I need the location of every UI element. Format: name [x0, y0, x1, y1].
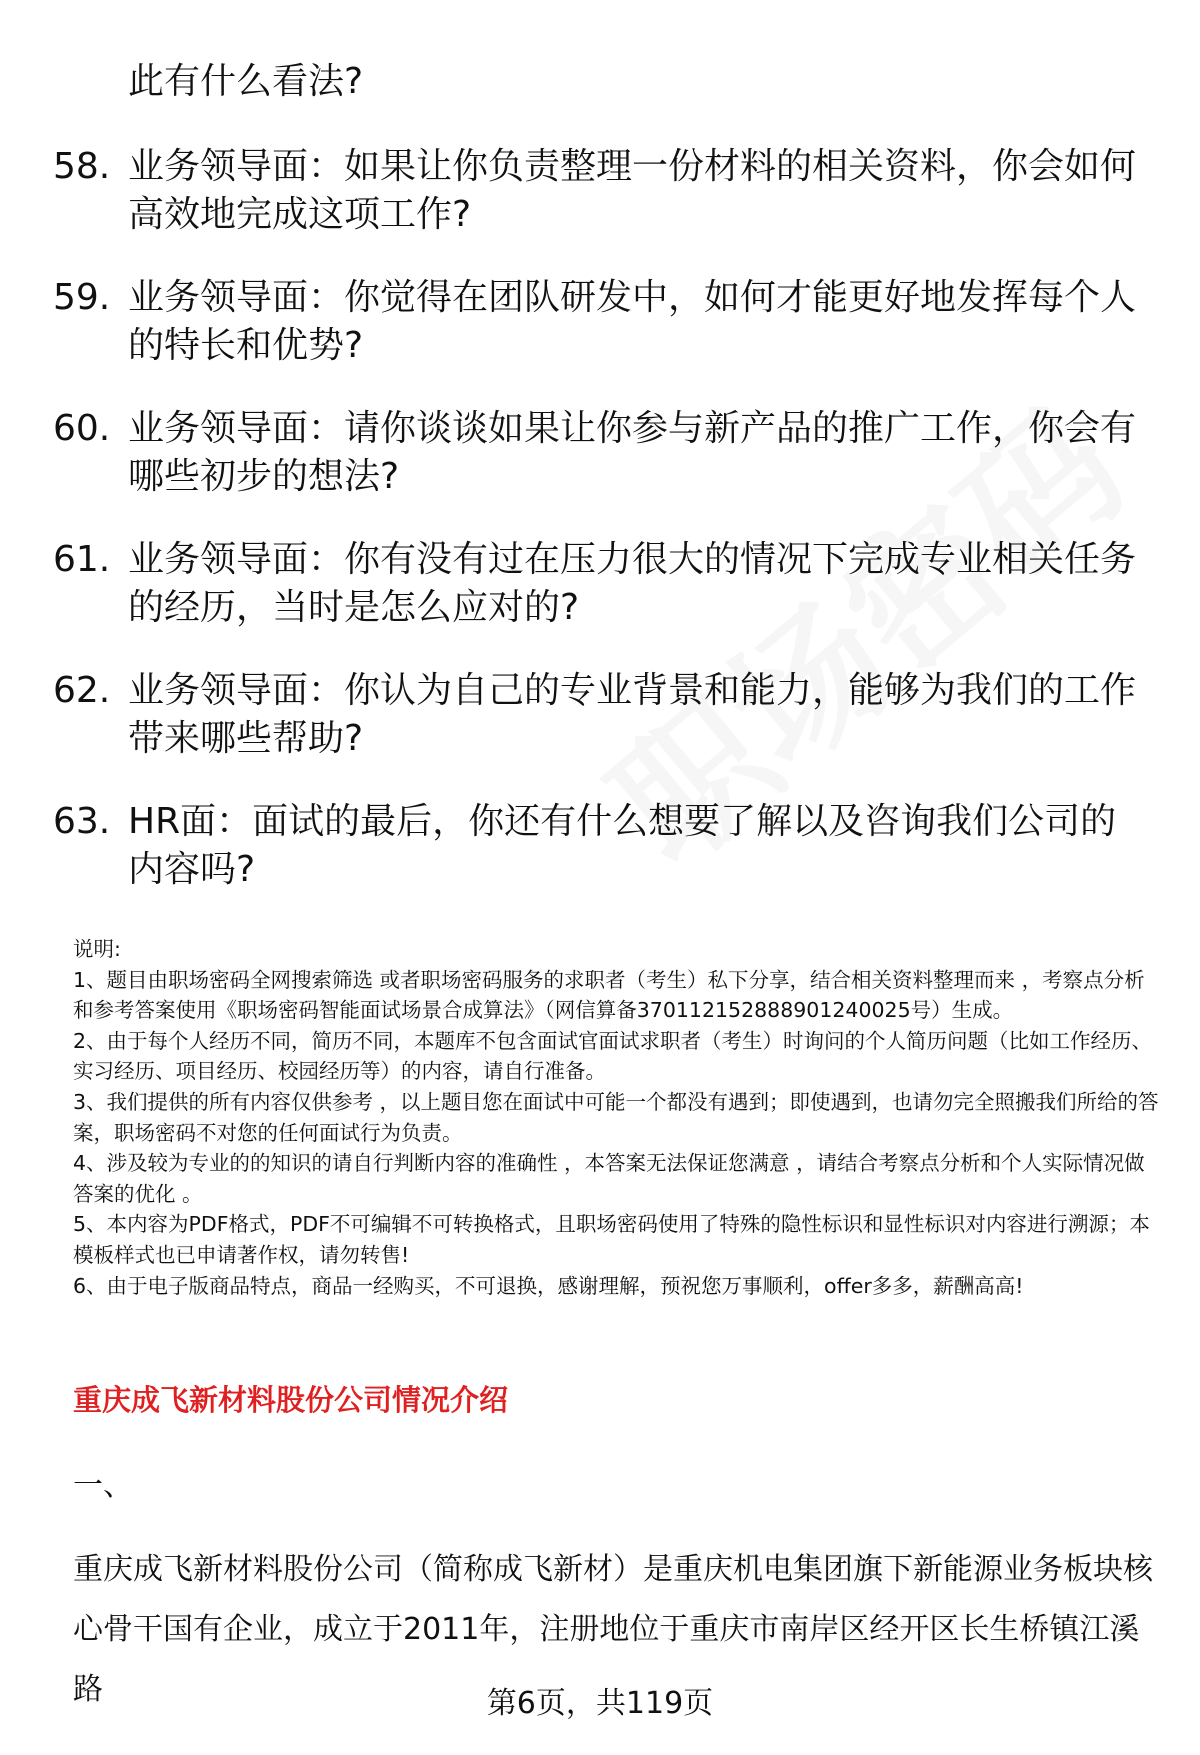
- section-number: 一、: [73, 1468, 133, 1503]
- question-number: 62.: [53, 670, 111, 711]
- note-item: 1、题目由职场密码全网搜索筛选 或者职场密码服务的求职者（考生）私下分享，结合相关资料整理而来 ，考察点分析和参考答案使用《职场密码智能面试场景合成算法》（网信算备370112152888901240025号）生成。: [73, 967, 1145, 1023]
- note-item: 4、涉及较为专业的的知识的请自行判断内容的准确性 ，本答案无法保证您满意 ，请结合考察点分析和个人实际情况做答案的优化 。: [73, 1151, 1145, 1206]
- question-text: 业务领导面：你有没有过在压力很大的情况下完成专业相关任务的经历，当时是怎么应对的?: [128, 539, 1137, 628]
- question-text: 业务领导面：如果让你负责整理一份材料的相关资料，你会如何高效地完成这项工作?: [128, 146, 1137, 235]
- question-text: HR面：面试的最后，你还有什么想要了解以及咨询我们公司的内容吗?: [128, 801, 1117, 890]
- question-number: 60.: [53, 408, 111, 449]
- note-item: 6、由于电子版商品特点，商品一经购买，不可退换，感谢理解，预祝您万事顺利，offer多多，薪酬高高!: [73, 1273, 1024, 1298]
- note-item: 2、由于每个人经历不同，简历不同，本题库不包含面试官面试求职者（考生）时询问的个人简历问题（比如工作经历、实习经历、项目经历、校园经历等）的内容，请自行准备。: [73, 1028, 1153, 1084]
- question-text: 业务领导面：请你谈谈如果让你参与新产品的推广工作，你会有哪些初步的想法?: [128, 408, 1137, 497]
- question-text: 此有什么看法?: [128, 61, 364, 102]
- question-text: 业务领导面：你觉得在团队研发中，如何才能更好地发挥每个人的特长和优势?: [128, 277, 1137, 366]
- question-number: 58.: [53, 146, 111, 187]
- notes-title: 说明:: [73, 937, 121, 961]
- note-item: 3、我们提供的所有内容仅供参考 ，以上题目您在面试中可能一个都没有遇到；即使遇到，也请勿完全照搬我们所给的答案，职场密码不对您的任何面试行为负责。: [73, 1089, 1159, 1145]
- company-paragraph: 重庆成飞新材料股份公司（简称成飞新材）是重庆机电集团旗下新能源业务板块核心骨干国有企业，成立于2011年，注册地位于重庆市南岸区经开区长生桥镇江溪路: [73, 1552, 1153, 1707]
- question-number: 61.: [53, 539, 111, 580]
- notes-section: [73, 934, 1163, 1301]
- question-text: 业务领导面：你认为自己的专业背景和能力，能够为我们的工作带来哪些帮助?: [128, 670, 1137, 759]
- note-item: 5、本内容为PDF格式，PDF不可编辑不可转换格式，且职场密码使用了特殊的隐性标识和显性标识对内容进行溯源；本模板样式也已申请著作权，请勿转售!: [73, 1212, 1150, 1267]
- question-number: 59.: [53, 277, 111, 318]
- question-number: 63.: [53, 801, 111, 842]
- section-title: 重庆成飞新材料股份公司情况介绍: [73, 1383, 509, 1417]
- page-footer: 第6页，共119页: [486, 1686, 714, 1721]
